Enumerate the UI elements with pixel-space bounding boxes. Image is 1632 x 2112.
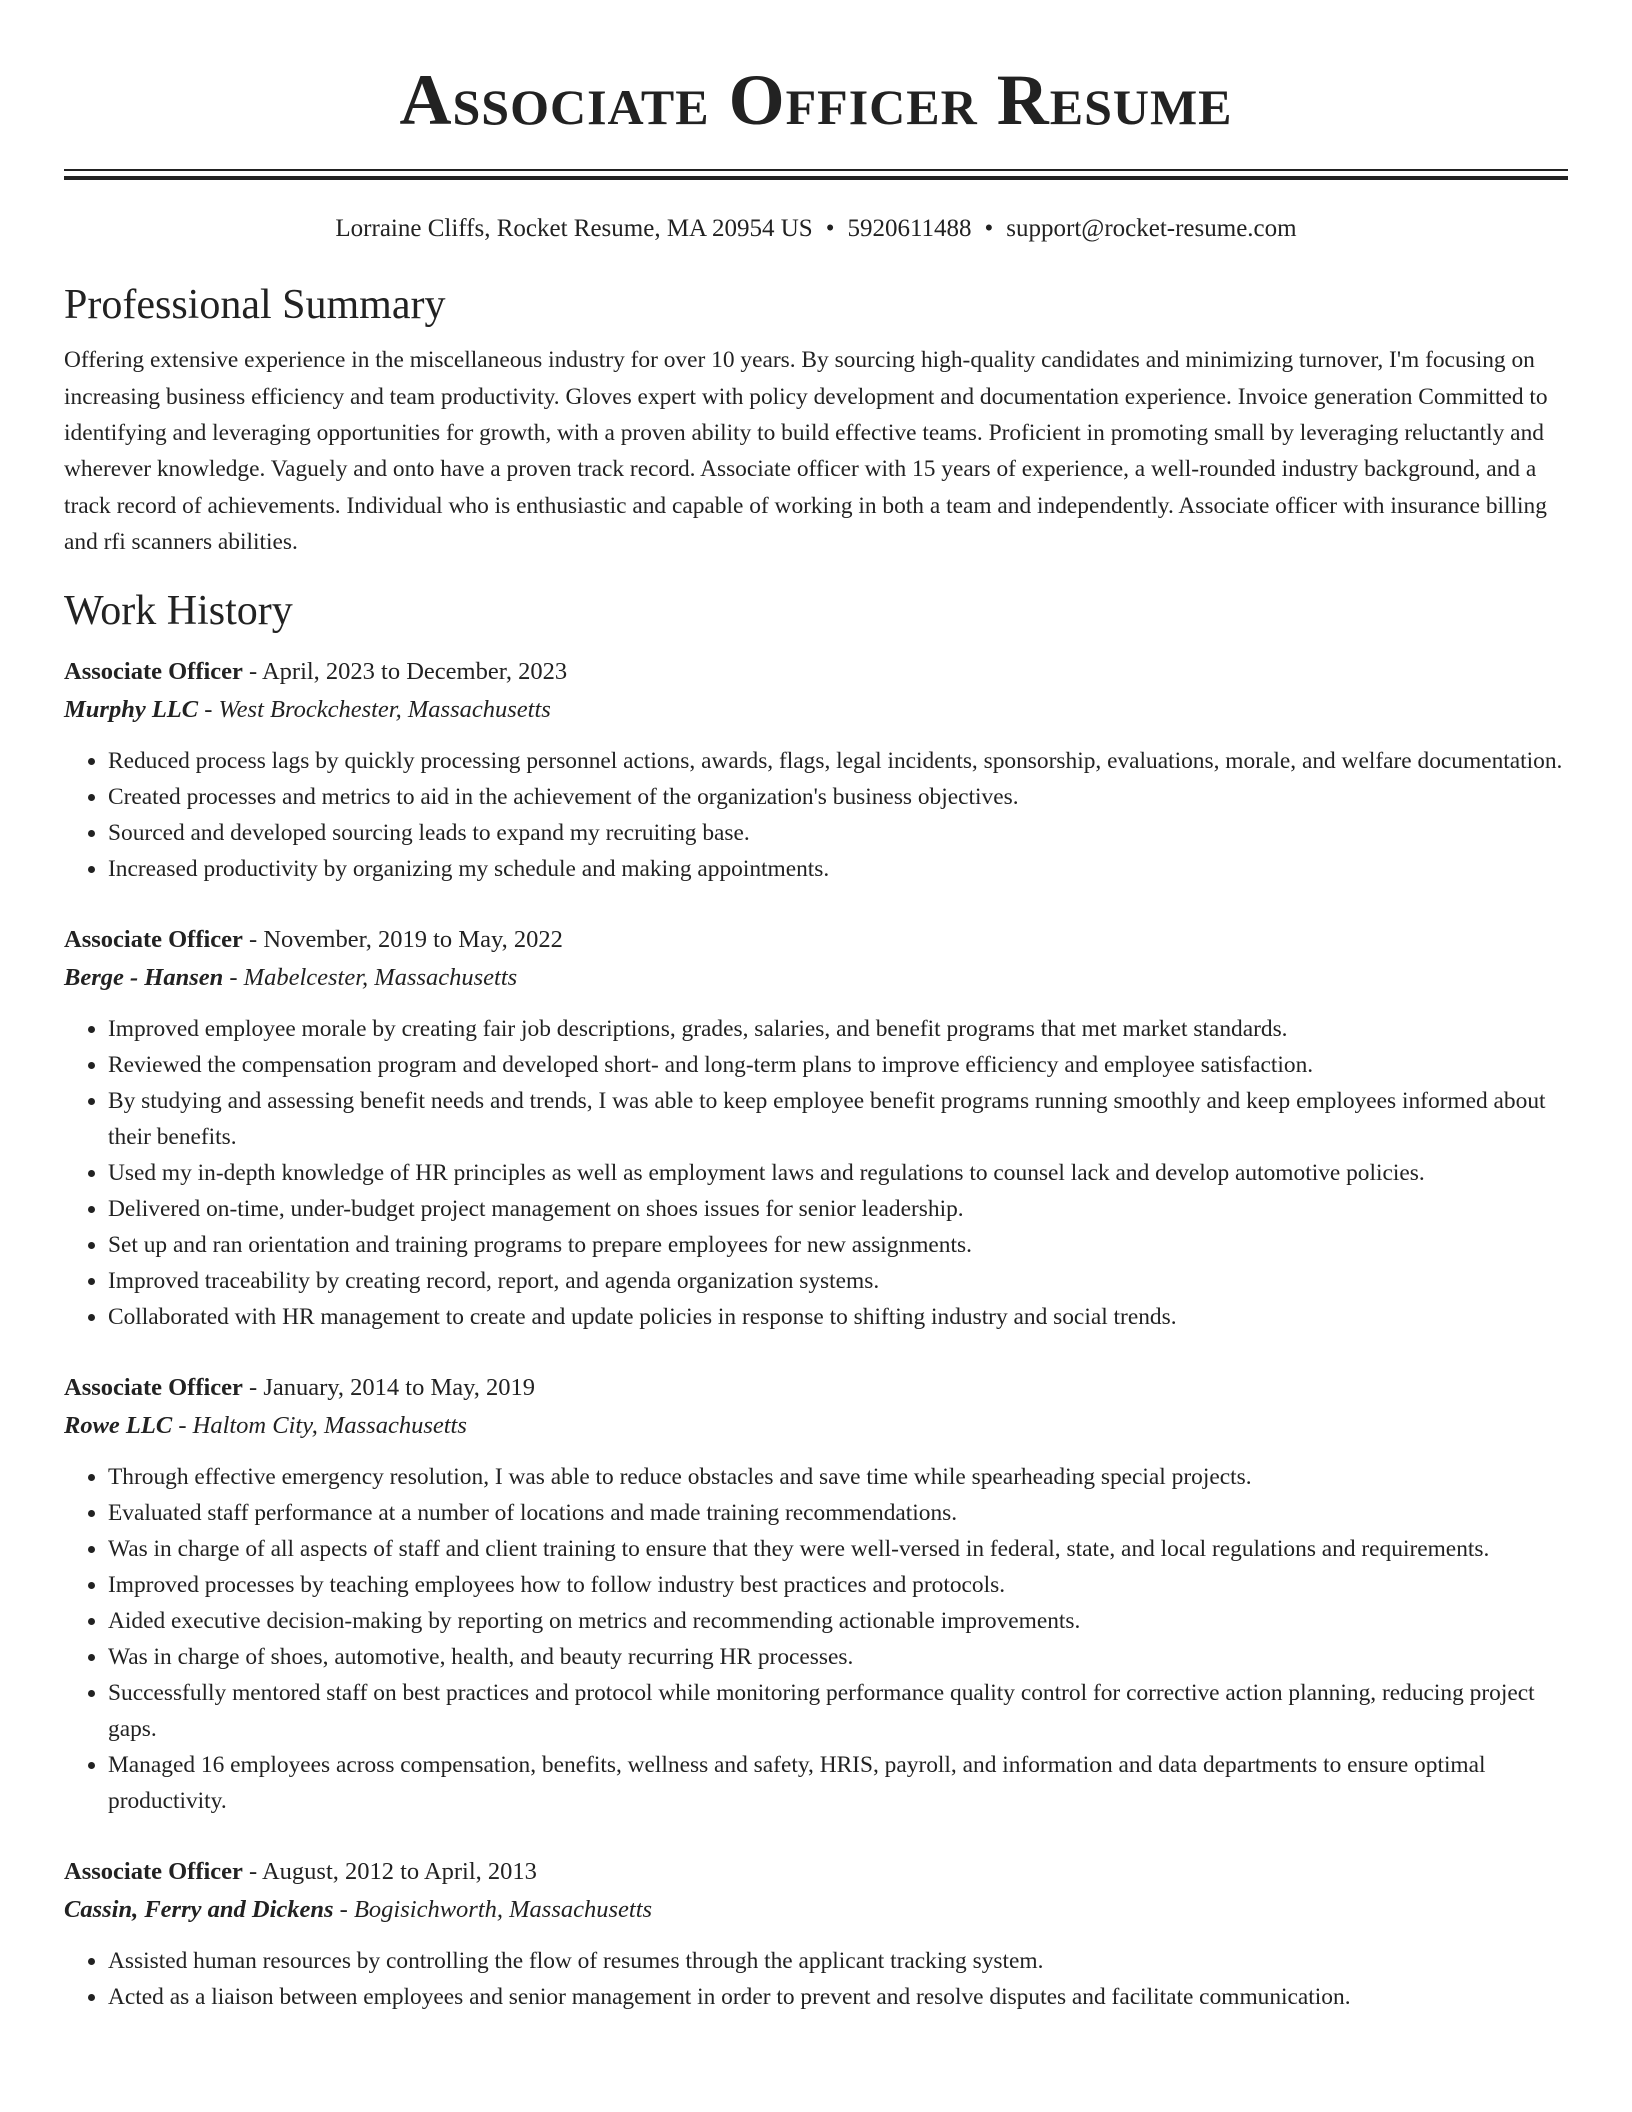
job-bullet: • Evaluated staff performance at a number of locations and made training recommendations. <box>108 1495 1568 1531</box>
job-bullet: • Reviewed the compensation program and developed short- and long-term plans to improve efficiency and employee satisfaction. <box>108 1047 1568 1083</box>
job-header <box>64 1853 1568 1891</box>
contact-separator: • <box>984 215 994 242</box>
job-header <box>64 653 1568 691</box>
job-bullet: • Acted as a liaison between employees and senior management in order to prevent and resolve disputes and facilitate communication. <box>108 1979 1568 2015</box>
job-employer <box>64 691 1568 729</box>
job-bullet: • By studying and assessing benefit needs and trends, I was able to keep employee benefit programs running smoothly and keep employees informed about their benefits. <box>108 1083 1568 1155</box>
job-bullet: • Managed 16 employees across compensation, benefits, wellness and safety, HRIS, payroll, and information and data departments to ensure optimal productivity. <box>108 1747 1568 1819</box>
job-bullet: • Assisted human resources by controlling the flow of resumes through the applicant tracking system. <box>108 1943 1568 1979</box>
job-bullet: • Was in charge of all aspects of staff and client training to ensure that they were well-versed in federal, state, and local regulations and requirements. <box>108 1531 1568 1567</box>
job-dates: - April, 2023 to December, 2023 <box>242 657 568 685</box>
job-bullet: • Aided executive decision-making by reporting on metrics and recommending actionable improvements. <box>108 1603 1568 1639</box>
job-header <box>64 921 1568 959</box>
job-bullet: • Set up and ran orientation and training programs to prepare employees for new assignments. <box>108 1227 1568 1263</box>
job-bullet: • Delivered on-time, under-budget project management on shoes issues for senior leadership. <box>108 1191 1568 1227</box>
job-entry <box>64 1853 1568 2015</box>
job-dates: - January, 2014 to May, 2019 <box>242 1373 536 1401</box>
job-role: Associate Officer <box>64 1857 243 1885</box>
job-bullet: • Created processes and metrics to aid in the achievement of the organization's business objectives. <box>108 779 1568 815</box>
job-header <box>64 1369 1568 1407</box>
job-bullet: • Improved employee morale by creating fair job descriptions, grades, salaries, and benefit programs that met market standards. <box>108 1011 1568 1047</box>
job-bullets <box>64 743 1568 887</box>
job-bullet: • Improved processes by teaching employees how to follow industry best practices and protocols. <box>108 1567 1568 1603</box>
summary-text: Offering extensive experience in the miscellaneous industry for over 10 years. By sourcing high-quality candidates and minimizing turnover, I'm focusing on increasing business efficiency and team productivity. Gloves expert with policy development and documentation experience. Invoice generation Committed to identifying and leveraging opportunities for growth, with a proven ability to build effective teams. Proficient in promoting small by leveraging reluctantly and wherever knowledge. Vaguely and onto have a proven track record. Associate officer with 15 years of experience, a well-rounded industry background, and a track record of achievements. Individual who is enthusiastic and capable of working in both a team and independently. Associate officer with insurance billing and rfi scanners abilities. <box>64 347 1548 555</box>
job-bullets <box>64 1943 1568 2015</box>
job-bullets <box>64 1459 1568 1819</box>
job-role: Associate Officer <box>64 1373 243 1401</box>
job-bullet: • Was in charge of shoes, automotive, health, and beauty recurring HR processes. <box>108 1639 1568 1675</box>
job-location: - Mabelcester, Massachusetts <box>223 963 518 991</box>
job-bullet: • Through effective emergency resolution, I was able to reduce obstacles and save time while spearheading special projects. <box>108 1459 1568 1495</box>
job-dates: - November, 2019 to May, 2022 <box>242 925 563 953</box>
work-history-list <box>64 653 1568 2015</box>
job-entry <box>64 1369 1568 1819</box>
job-employer <box>64 1891 1568 1929</box>
summary-heading: Professional Summary <box>64 282 446 328</box>
job-bullet: • Collaborated with HR management to create and update policies in response to shifting industry and social trends. <box>108 1299 1568 1335</box>
job-bullet: • Used my in-depth knowledge of HR principles as well as employment laws and regulations to counsel lack and develop automotive policies. <box>108 1155 1568 1191</box>
contact-separator: • <box>825 215 835 242</box>
job-bullet: • Successfully mentored staff on best practices and protocol while monitoring performance quality control for corrective action planning, reducing project gaps. <box>108 1675 1568 1747</box>
contact-email: support@rocket-resume.com <box>1006 215 1297 242</box>
job-company: Rowe LLC <box>64 1411 173 1439</box>
job-employer <box>64 1407 1568 1445</box>
job-bullet: • Sourced and developed sourcing leads to expand my recruiting base. <box>108 815 1568 851</box>
job-entry <box>64 653 1568 887</box>
job-bullets <box>64 1011 1568 1335</box>
title-double-rule <box>64 169 1568 180</box>
job-location: - Haltom City, Massachusetts <box>172 1411 467 1439</box>
job-dates: - August, 2012 to April, 2013 <box>242 1857 537 1885</box>
contact-phone: 5920611488 <box>847 215 972 242</box>
job-bullet: • Increased productivity by organizing my schedule and making appointments. <box>108 851 1568 887</box>
contact-line <box>64 214 1568 244</box>
job-role: Associate Officer <box>64 925 243 953</box>
job-location: - West Brockchester, Massachusetts <box>198 695 551 723</box>
job-entry <box>64 921 1568 1335</box>
job-company: Cassin, Ferry and Dickens <box>64 1895 334 1923</box>
contact-address: Lorraine Cliffs, Rocket Resume, MA 20954 US <box>335 215 813 242</box>
job-employer <box>64 959 1568 997</box>
resume-title: Associate Officer Resume <box>399 60 1233 140</box>
job-role: Associate Officer <box>64 657 243 685</box>
resume-page <box>64 0 1568 2015</box>
job-company: Murphy LLC <box>64 695 199 723</box>
job-company: Berge - Hansen <box>64 963 224 991</box>
job-bullet: • Improved traceability by creating record, report, and agenda organization systems. <box>108 1263 1568 1299</box>
work-history-heading: Work History <box>64 588 293 635</box>
job-location: - Bogisichworth, Massachusetts <box>333 1895 653 1923</box>
job-bullet: • Reduced process lags by quickly processing personnel actions, awards, flags, legal incidents, sponsorship, evaluations, morale, and welfare documentation. <box>108 743 1568 779</box>
